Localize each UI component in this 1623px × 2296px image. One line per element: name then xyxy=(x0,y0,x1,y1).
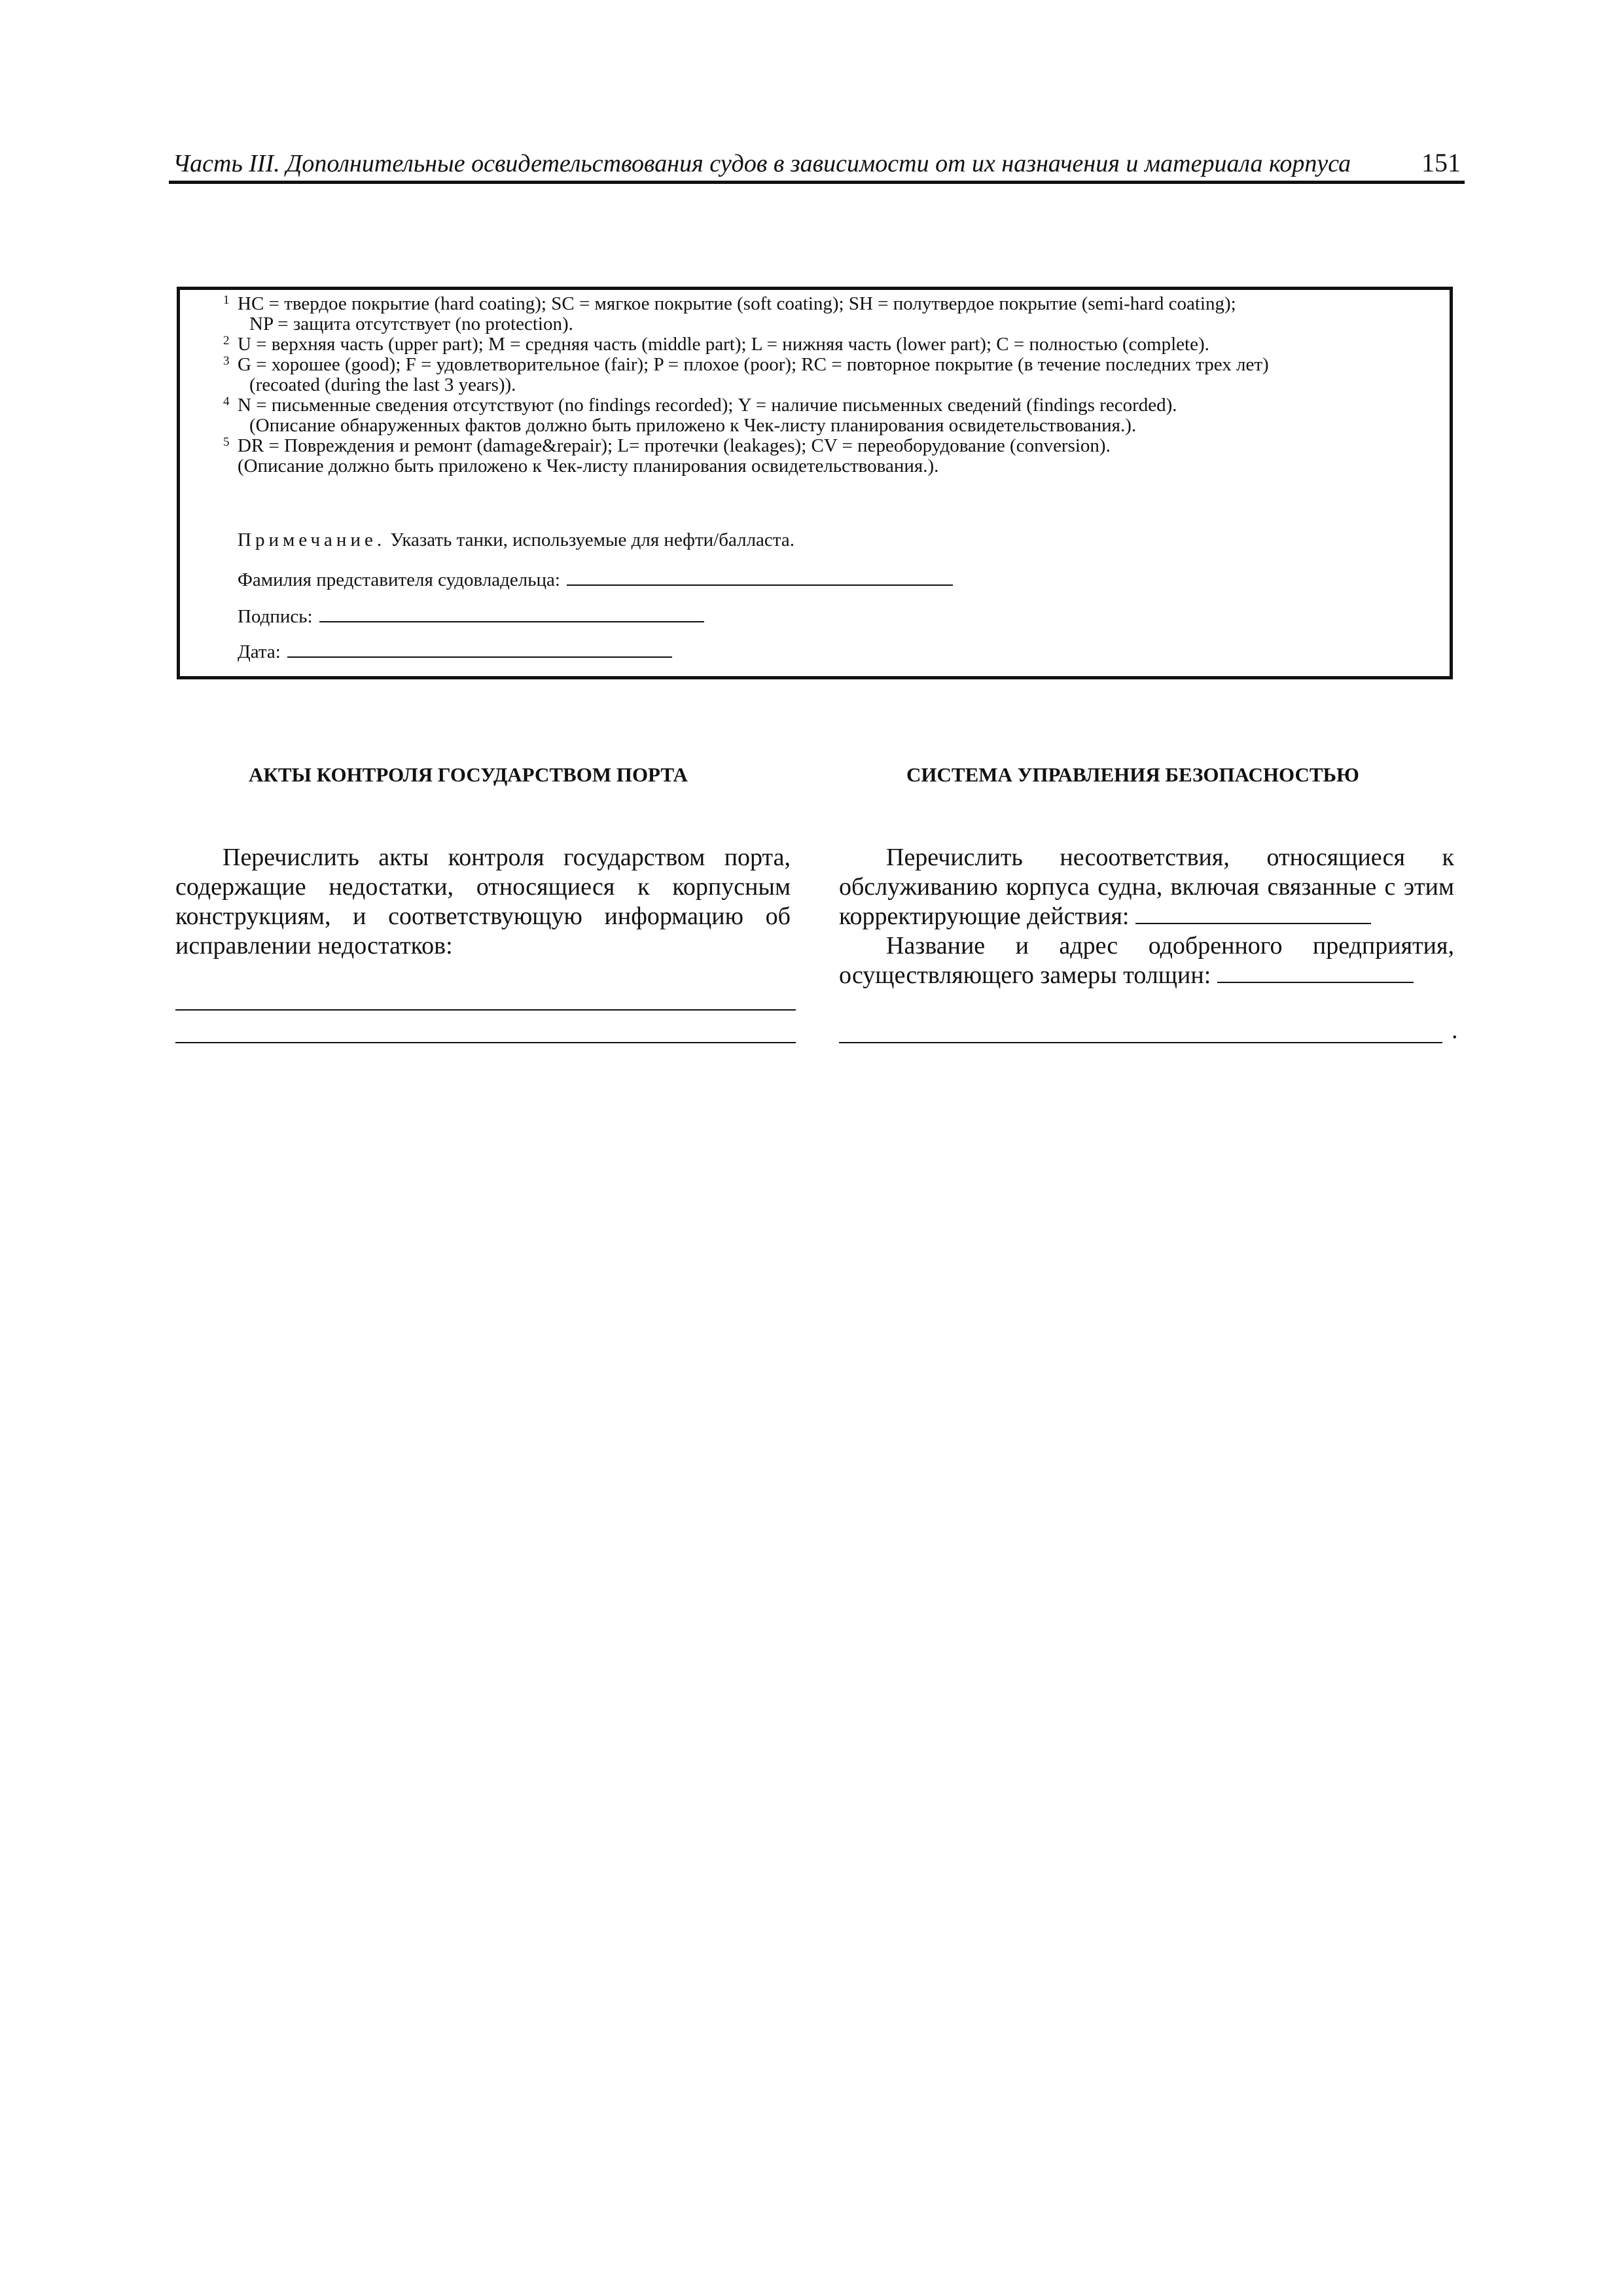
owner-representative-field xyxy=(238,569,953,591)
footnote-number: 2 xyxy=(223,334,230,348)
thickness-company-paragraph xyxy=(839,931,1454,990)
owner-representative-line[interactable] xyxy=(567,569,953,586)
port-state-control-section xyxy=(175,843,791,961)
date-line[interactable] xyxy=(287,641,672,658)
port-state-control-text: Перечислить акты контроля государством порта, содержащие недостатки, относящиеся к корпусным конструкциям, и соответствующую информацию об исправлении недостатков: xyxy=(175,844,791,960)
answer-line[interactable] xyxy=(175,1042,796,1043)
page-number: 151 xyxy=(1421,148,1461,177)
footnote-4 xyxy=(223,395,1442,436)
answer-line[interactable] xyxy=(175,1009,796,1011)
footnote-2 xyxy=(223,334,1442,355)
nonconformities-paragraph xyxy=(839,843,1454,931)
footnote-number: 4 xyxy=(223,395,230,408)
safety-management-section xyxy=(839,843,1454,990)
footnote-line: (recoated (during the last 3 years)). xyxy=(249,374,516,395)
safety-management-heading: СИСТЕМА УПРАВЛЕНИЯ БЕЗОПАСНОСТЬЮ xyxy=(906,763,1359,786)
footnote-line: DR = Повреждения и ремонт (damage&repair); L= протечки (leakages); CV = переоборудование (conversion). xyxy=(238,435,1111,456)
date-field xyxy=(238,641,672,663)
port-state-control-heading: АКТЫ КОНТРОЛЯ ГОСУДАРСТВОМ ПОРТА xyxy=(249,763,688,786)
signature-field xyxy=(238,605,704,628)
corrective-actions-line[interactable] xyxy=(1135,903,1371,924)
footnote-3 xyxy=(223,354,1442,395)
note-remark xyxy=(238,529,794,551)
footnote-line: (Описание обнаруженных фактов должно быть приложено к Чек-листу планирования освидетельствования.). xyxy=(249,415,1137,436)
page-header xyxy=(169,145,1465,184)
signature-label: Подпись: xyxy=(238,606,313,627)
footnote-number: 3 xyxy=(223,354,230,368)
remark-text: Указать танки, используемые для нефти/балласта. xyxy=(385,529,794,550)
nonconformities-text: Перечислить несоответствия, относящиеся к обслуживанию корпуса судна, включая связанные с этим корректирующие действия: xyxy=(839,844,1454,930)
footnote-number: 5 xyxy=(223,435,230,449)
answer-line[interactable] xyxy=(839,1042,1442,1043)
footnote-line: G = хорошее (good); F = удовлетворительное (fair); P = плохое (poor); RC = повторное покрытие (в течение последних трех лет) xyxy=(238,354,1269,375)
signature-line[interactable] xyxy=(319,605,704,622)
running-title: Часть III. Дополнительные освидетельствования судов в зависимости от их назначения и материала корпуса xyxy=(173,150,1351,177)
footnotes-box xyxy=(177,287,1453,679)
date-label: Дата: xyxy=(238,641,281,662)
footnote-line: (Описание должно быть приложено к Чек-листу планирования освидетельствования.). xyxy=(238,456,939,476)
footnote-line: HC = твердое покрытие (hard coating); SC = мягкое покрытие (soft coating); SH = полутвердое покрытие (semi-hard coating); xyxy=(238,293,1236,314)
remark-label: Примечание. xyxy=(238,529,386,550)
footnote-line: NP = защита отсутствует (no protection). xyxy=(249,314,573,334)
footnote-line: N = письменные сведения отсутствуют (no findings recorded); Y = наличие письменных сведений (findings recorded). xyxy=(238,395,1177,416)
footnote-1 xyxy=(223,293,1442,334)
footnote-list xyxy=(223,293,1442,476)
end-mark: . xyxy=(1452,1016,1458,1044)
thickness-company-text: Название и адрес одобренного предприятия, осуществляющего замеры толщин: xyxy=(839,932,1454,989)
thickness-company-line[interactable] xyxy=(1217,962,1414,983)
footnote-line: U = верхняя часть (upper part); M = средняя часть (middle part); L = нижняя часть (lower part); C = полностью (complete). xyxy=(238,334,1209,355)
owner-representative-label: Фамилия представителя судовладельца: xyxy=(238,569,560,590)
footnote-5 xyxy=(223,435,1442,476)
footnote-number: 1 xyxy=(223,293,230,307)
